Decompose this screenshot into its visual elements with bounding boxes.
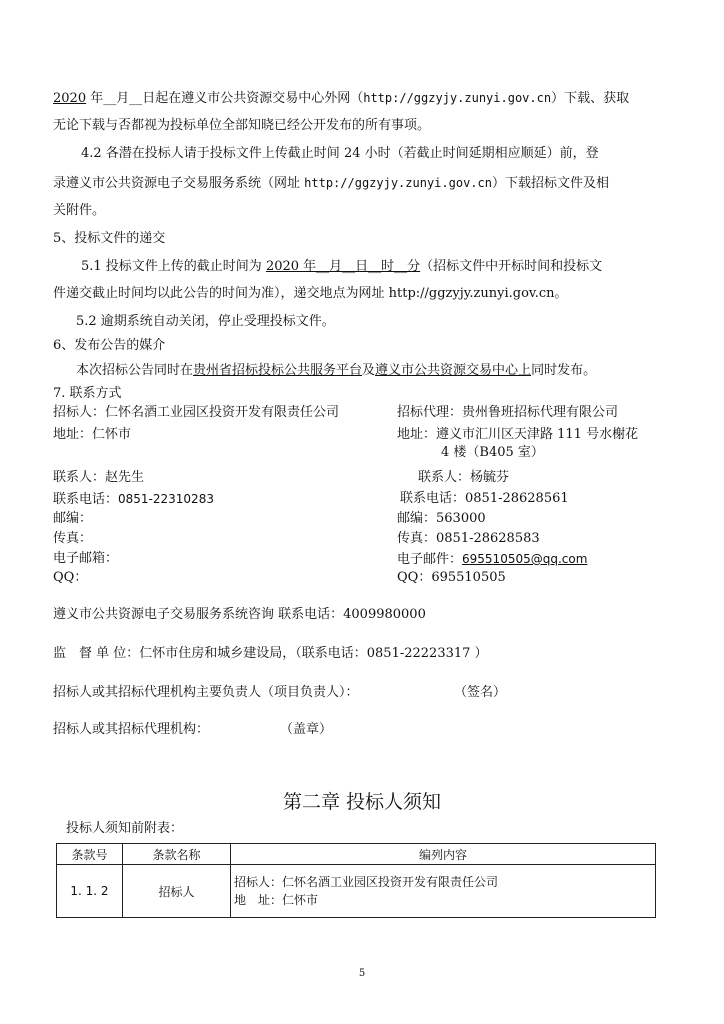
- platform-zunyi: 遵义市公共资源交易中心上: [375, 363, 532, 378]
- tenderer-fax: 传真：: [53, 531, 93, 546]
- front-table-title: 投标人须知前附表：: [66, 821, 184, 836]
- para51-text-b: （招标文件中开标时间和投标文: [420, 259, 603, 274]
- para42-line3: 关附件。: [53, 203, 106, 218]
- para52: 5.2 逾期系统自动关闭，停止受理投标文件。: [76, 314, 335, 329]
- section-6-text: [76, 362, 596, 380]
- phone-value: 0851-22310283: [118, 492, 214, 506]
- supervisor-line: 监 督 单 位：仁怀市住房和城乡建设局，（联系电话：0851-22223317 ）: [53, 646, 488, 661]
- front-table: [56, 843, 656, 918]
- year-field: 2020: [53, 91, 87, 106]
- media-text-a: 本次招标公告同时在: [76, 363, 194, 378]
- tenderer-qq: QQ：: [53, 570, 88, 585]
- content-address: 地 址：仁怀市: [234, 893, 319, 907]
- tenderer-postcode: 邮编：: [53, 511, 93, 526]
- tenderer-email: 电子邮箱：: [53, 551, 119, 566]
- phone-label: 联系电话：: [53, 492, 119, 507]
- clause-number: 1. 1. 2: [70, 884, 109, 898]
- url-text: http://ggzyjy.zunyi.gov.cn: [304, 176, 492, 190]
- para1-line1: [53, 89, 629, 108]
- tenderer-address: 地址：仁怀市: [53, 427, 132, 442]
- header-clause-name: 条款名称: [123, 844, 231, 865]
- section-5-heading: 5、投标文件的递交: [53, 231, 166, 246]
- page-number: 5: [358, 968, 366, 979]
- para42-text-a: 录遵义市公共资源电子交易服务系统（网址: [53, 176, 305, 191]
- tenderer-phone: [53, 490, 214, 509]
- para42-line2: [53, 174, 609, 193]
- header-content: 编列内容: [231, 844, 656, 865]
- header-clause-no: 条款号: [57, 844, 123, 865]
- content-tenderer: 招标人：仁怀名酒工业园区投资开发有限责任公司: [234, 875, 499, 889]
- agent-postcode: 邮编：563000: [397, 511, 486, 526]
- para51-text-a: 5.1 投标文件上传的截止时间为: [81, 259, 266, 274]
- email-link[interactable]: 695510505@qq.com: [462, 552, 588, 566]
- agent-name: 招标代理：贵州鲁班招标代理有限公司: [397, 405, 619, 420]
- agent-address-2: 4 楼（B405 室）: [441, 445, 544, 460]
- cell-content: [231, 865, 656, 918]
- agent-contact: 联系人：杨毓芬: [418, 470, 510, 485]
- url-text: http://ggzyjy.zunyi.gov.cn: [363, 91, 552, 105]
- consult-phone: 遵义市公共资源电子交易服务系统咨询 联系电话：4009980000: [53, 607, 426, 622]
- chapter-title: 第二章 投标人须知: [282, 791, 442, 813]
- section-6-heading: 6、发布公告的媒介: [53, 338, 166, 353]
- para51-line2: 件递交截止时间均以此公告的时间为准），递交地点为网址 http://ggzyjy.zunyi.gov.cn。: [53, 286, 568, 301]
- seal-note: （盖章）: [280, 722, 333, 737]
- agent-qq: QQ：695510505: [397, 570, 506, 585]
- responsible-person-label: 招标人或其招标代理机构主要负责人（项目负责人）：: [53, 685, 359, 700]
- para1-line2: 无论下载与否都视为投标单位全部知晓已经公开发布的所有事项。: [53, 118, 431, 133]
- media-text-b: 及: [362, 363, 376, 378]
- tenderer-name: 招标人：仁怀名酒工业园区投资开发有限责任公司: [53, 405, 340, 420]
- table-header-row: [57, 844, 656, 865]
- table-row: [57, 865, 656, 918]
- tenderer-contact: 联系人：赵先生: [53, 470, 145, 485]
- deadline-date: 2020 年__月__日__时__分: [265, 259, 421, 274]
- para42-line1: 4.2 各潜在投标人请于投标文件上传截止时间 24 小时（若截止时间延期相应顺延）前，登: [81, 146, 599, 161]
- para51-line1: [81, 258, 602, 276]
- email-label: 电子邮件：: [397, 552, 463, 567]
- media-text-c: 同时发布。: [531, 363, 597, 378]
- signature-note: （签名）: [454, 685, 507, 700]
- agent-address-1: 地址：遵义市汇川区天津路 111 号水榭花: [397, 427, 639, 442]
- cell-clause-name: 招标人: [123, 865, 231, 918]
- para1-text-b: ）下载、获取: [551, 91, 630, 106]
- seal-label: 招标人或其招标代理机构：: [53, 722, 210, 737]
- cell-clause-no: [57, 865, 123, 918]
- section-7-heading: 7. 联系方式: [53, 386, 122, 401]
- para1-text-a: 年__月__日起在遵义市公共资源交易中心外网（: [86, 91, 364, 106]
- para42-text-b: ）下载招标文件及相: [491, 176, 609, 191]
- agent-fax: 传真：0851-28628583: [397, 531, 540, 546]
- agent-email: [397, 550, 587, 569]
- agent-phone: 联系电话：0851-28628561: [400, 491, 569, 506]
- platform-guizhou: 贵州省招标投标公共服务平台: [193, 363, 363, 378]
